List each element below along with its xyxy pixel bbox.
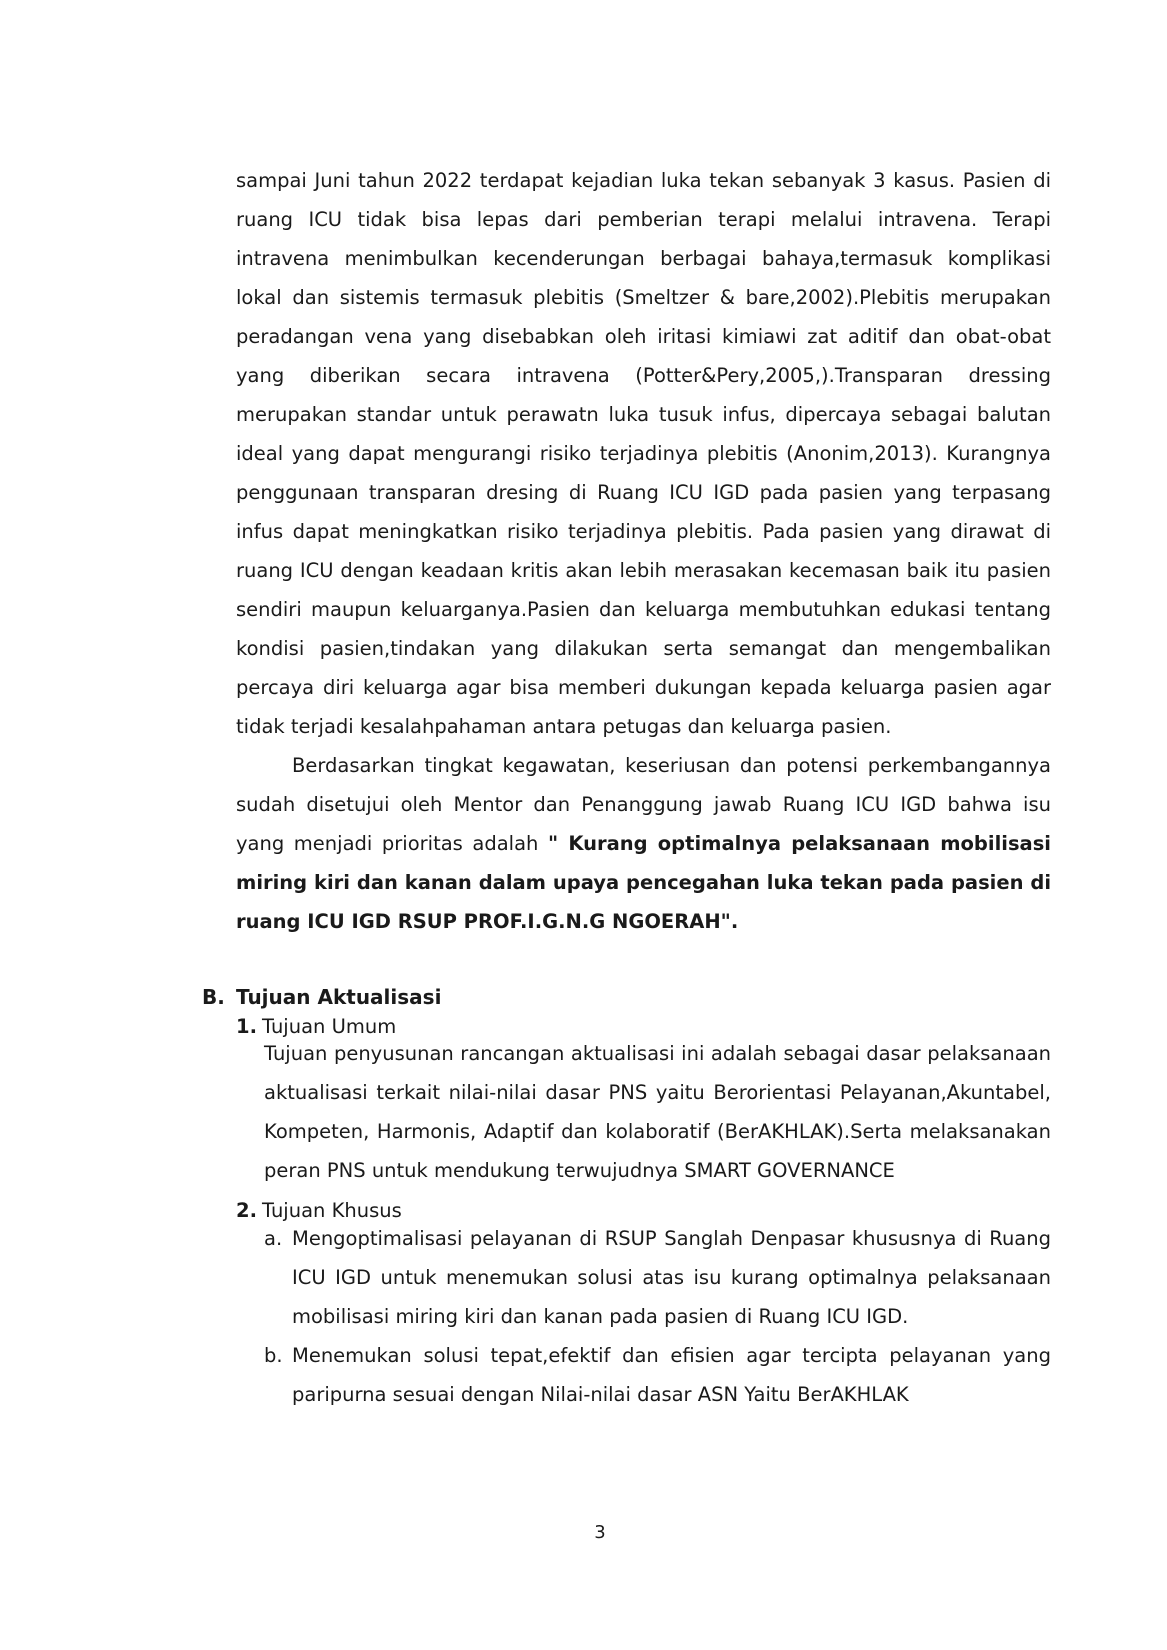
priority-issue-statement: " Kurang optimalnya pelaksanaan mobilisasi miring kiri dan kanan dalam upaya pencegahan luka tekan pada pasien di ruang ICU IGD RSUP PROF.I.G.N.G NGOERAH". xyxy=(236,832,1051,933)
list-marker: a. xyxy=(264,1227,283,1250)
subsection-number-1: 1. xyxy=(236,1015,257,1038)
subsection-title-1: Tujuan Umum xyxy=(262,1015,397,1038)
list-marker: b. xyxy=(264,1344,283,1367)
list-item-text: Mengoptimalisasi pelayanan di RSUP Sanglah Denpasar khususnya di Ruang ICU IGD untuk menemukan solusi atas isu kurang optimalnya pelaksanaan mobilisasi miring kiri dan kanan pada pasien di Ruang ICU IGD. xyxy=(292,1227,1051,1328)
section-letter: B. xyxy=(202,985,225,1009)
list-item xyxy=(264,1336,1051,1414)
list-item xyxy=(264,1219,1051,1336)
subsection-title-2: Tujuan Khusus xyxy=(262,1199,402,1222)
general-goal-paragraph: Tujuan penyusunan rancangan aktualisasi ini adalah sebagai dasar pelaksanaan aktualisasi terkait nilai-nilai dasar PNS yaitu Berorientasi Pelayanan,Akuntabel, Kompeten, Harmonis, Adaptif dan kolaboratif (BerAKHLAK).Serta melaksanakan peran PNS untuk mendukung terwujudnya SMART GOVERNANCE xyxy=(264,1042,1051,1182)
subsection-number-2: 2. xyxy=(236,1199,257,1222)
section-heading xyxy=(202,983,441,1011)
page-number: 3 xyxy=(594,1522,606,1543)
paragraph-2-text: Berdasarkan tingkat kegawatan, keseriusan dan potensi perkembangannya sudah disetujui oleh Mentor dan Penanggung jawab Ruang ICU IGD bahwa isu yang menjadi prioritas adalah xyxy=(236,754,1051,855)
list-item-text: Menemukan solusi tepat,efektif dan efisien agar tercipta pelayanan yang paripurna sesuai dengan Nilai-nilai dasar ASN Yaitu BerAKHLAK xyxy=(292,1344,1051,1406)
body-paragraph-2 xyxy=(236,746,1051,941)
body-paragraph-1: sampai Juni tahun 2022 terdapat kejadian luka tekan sebanyak 3 kasus. Pasien di ruang ICU tidak bisa lepas dari pemberian terapi melalui intravena. Terapi intravena menimbulkan kecenderungan berbagai bahaya,termasuk komplikasi lokal dan sistemis termasuk plebitis (Smeltzer & bare,2002).Plebitis merupakan peradangan vena yang disebabkan oleh iritasi kimiawi zat aditif dan obat-obat yang diberikan secara intravena (Potter&Pery,2005,).Transparan dressing merupakan standar untuk perawatn luka tusuk infus, dipercaya sebagai balutan ideal yang dapat mengurangi risiko terjadinya plebitis (Anonim,2013). Kurangnya penggunaan transparan dresing di Ruang ICU IGD pada pasien yang terpasang infus dapat meningkatkan risiko terjadinya plebitis. Pada pasien yang dirawat di ruang ICU dengan keadaan kritis akan lebih merasakan kecemasan baik itu pasien sendiri maupun keluarganya.Pasien dan keluarga membutuhkan edukasi tentang kondisi pasien,tindakan yang dilakukan serta semangat dan mengembalikan percaya diri keluarga agar bisa memberi dukungan kepada keluarga pasien agar tidak terjadi kesalahpahaman antara petugas dan keluarga pasien. xyxy=(236,169,1051,738)
section-title: Tujuan Aktualisasi xyxy=(236,985,442,1009)
